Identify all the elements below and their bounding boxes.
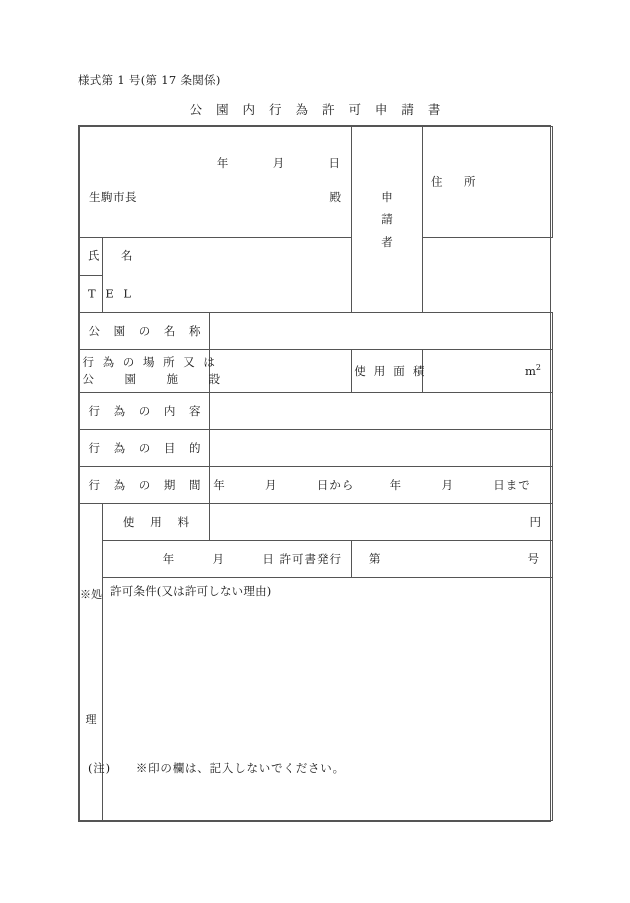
park-name-label-cell bbox=[80, 313, 210, 350]
purpose-label-cell bbox=[80, 430, 210, 467]
fee-label-cell bbox=[103, 504, 210, 541]
applicant-name-label: 氏 名 bbox=[88, 248, 138, 263]
applicant-address-field[interactable] bbox=[423, 127, 553, 238]
period-year-start: 年 bbox=[213, 477, 226, 492]
issue-day-label: 日 bbox=[262, 551, 275, 566]
conditions-label: 許可条件(又は許可しない理由) bbox=[110, 584, 272, 599]
area-label: 使 用 面 積 bbox=[354, 363, 427, 378]
processing-label-top: ※処 bbox=[80, 588, 102, 602]
fee-label: 使 用 料 bbox=[122, 514, 192, 529]
conditions-cell[interactable] bbox=[103, 578, 553, 821]
location-label-line2: 公 園 施 設 bbox=[82, 372, 223, 387]
table-row bbox=[80, 430, 553, 467]
table-row bbox=[80, 350, 553, 393]
table-row bbox=[80, 578, 553, 821]
applicant-tel-field[interactable] bbox=[80, 275, 135, 313]
application-table bbox=[78, 125, 551, 822]
date-day-label: 日 bbox=[328, 156, 341, 170]
table-row bbox=[80, 541, 553, 578]
period-template-text bbox=[210, 477, 552, 494]
table-row bbox=[80, 275, 553, 313]
footer-note-text: ※印の欄は、記入しないでください。 bbox=[135, 761, 345, 775]
date-month-label: 月 bbox=[272, 156, 286, 170]
issue-date-cell[interactable] bbox=[103, 541, 352, 578]
page-title: 公 園 内 行 為 許 可 申 請 書 bbox=[189, 102, 446, 117]
honorific-label: 殿 bbox=[329, 190, 341, 204]
content-input[interactable] bbox=[210, 393, 553, 430]
area-unit: $m^2$ bbox=[525, 363, 541, 379]
park-name-input[interactable] bbox=[210, 313, 553, 350]
period-month-start: 月 bbox=[265, 477, 278, 492]
applicant-label-char-3: 者 bbox=[381, 234, 393, 249]
content-label: 行 為 の 内 容 bbox=[88, 403, 206, 418]
applicant-name-field[interactable] bbox=[80, 238, 138, 276]
period-year-end: 年 bbox=[389, 477, 403, 492]
table-row bbox=[80, 504, 553, 541]
issue-number-prefix: 第 bbox=[369, 551, 381, 566]
period-label: 行 為 の 期 間 bbox=[88, 477, 206, 492]
location-input[interactable] bbox=[210, 350, 352, 393]
period-day-start: 日から bbox=[316, 477, 355, 492]
fee-unit: 円 bbox=[529, 514, 541, 529]
area-label-cell bbox=[352, 350, 427, 393]
location-label-line1: 行 為 の 場 所 又 は bbox=[82, 354, 218, 369]
issue-number-suffix: 号 bbox=[527, 551, 539, 566]
form-number: 様式第 1 号(第 17 条関係) bbox=[78, 73, 221, 87]
table-row bbox=[80, 313, 553, 350]
period-day-end: 日まで bbox=[493, 477, 531, 492]
purpose-input[interactable] bbox=[210, 430, 553, 467]
addressee-cell bbox=[80, 127, 352, 238]
table-row bbox=[80, 238, 553, 276]
applicant-vertical-label bbox=[352, 127, 423, 313]
footer-note-marker: (注) bbox=[88, 761, 111, 775]
area-input[interactable] bbox=[423, 350, 553, 393]
table-row bbox=[80, 467, 553, 504]
issue-number-cell[interactable] bbox=[352, 541, 553, 578]
fee-input[interactable] bbox=[210, 504, 553, 541]
purpose-label: 行 為 の 目 的 bbox=[88, 440, 206, 455]
applicant-label-char-2: 請 bbox=[381, 212, 393, 227]
issue-text-label: 許可書発行 bbox=[279, 551, 342, 566]
period-input[interactable] bbox=[210, 467, 553, 504]
park-name-label: 公 園 の 名 称 bbox=[88, 323, 206, 338]
table-row bbox=[80, 127, 553, 238]
issue-template-text bbox=[103, 551, 351, 568]
applicant-label-char-1: 申 bbox=[381, 189, 393, 204]
applicant-address-label: 住 所 bbox=[431, 174, 481, 189]
date-year-label: 年 bbox=[216, 156, 230, 170]
footer-note bbox=[88, 760, 345, 776]
location-label-cell bbox=[80, 350, 223, 393]
addressee-label: 生駒市長 bbox=[89, 190, 137, 204]
submission-date-line bbox=[217, 155, 341, 172]
table-row bbox=[80, 393, 553, 430]
period-label-cell bbox=[80, 467, 210, 504]
issue-month-label: 月 bbox=[212, 551, 226, 566]
content-label-cell bbox=[80, 393, 210, 430]
applicant-tel-label: T E L bbox=[88, 286, 135, 301]
issue-year-label: 年 bbox=[162, 551, 176, 566]
processing-label-bottom: 理 bbox=[85, 713, 97, 727]
period-month-end: 月 bbox=[441, 477, 454, 492]
